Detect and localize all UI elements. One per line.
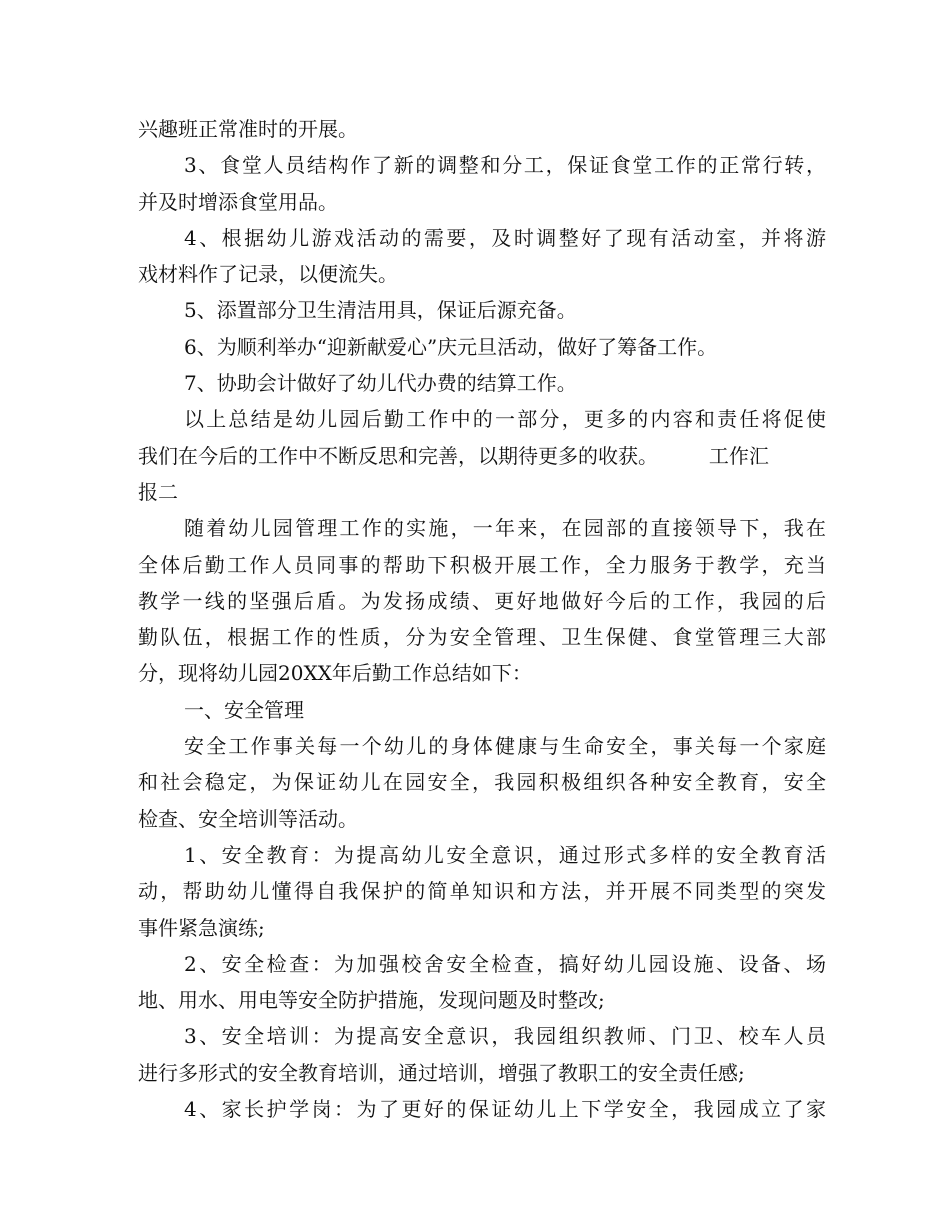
- text-line: 2、安全检查：为加强校舍安全检查，搞好幼儿园设施、设备、场: [184, 951, 826, 976]
- text-line: 7、协助会计做好了幼儿代办费的结算工作。: [184, 371, 577, 396]
- text-line: 分，现将幼儿园20XX年后勤工作总结如下：: [138, 661, 532, 686]
- text-line: 勤队伍，根据工作的性质，分为安全管理、卫生保健、食堂管理三大部: [138, 625, 826, 650]
- text-line: 检查、安全培训等活动。: [138, 806, 358, 831]
- text-line: 4、家长护学岗：为了更好的保证幼儿上下学安全，我园成立了家: [184, 1097, 826, 1122]
- text-line: 随着幼儿园管理工作的实施，一年来，在园部的直接领导下，我在: [184, 516, 826, 541]
- text-line: 地、用水、用电等安全防护措施，发现问题及时整改;: [138, 988, 605, 1013]
- text-line: 5、添置部分卫生清洁用具，保证后源充备。: [184, 298, 577, 323]
- text-line: 1、安全教育：为提高幼儿安全意识，通过形式多样的安全教育活: [184, 842, 826, 867]
- text-line: 戏材料作了记录，以便流失。: [138, 262, 398, 287]
- text-line: 事件紧急演练;: [138, 915, 265, 940]
- text-line: 6、为顺利举办“迎新献爱心”庆元旦活动，做好了筹备工作。: [184, 334, 718, 359]
- text-line: 以上总结是幼儿园后勤工作中的一部分，更多的内容和责任将促使: [184, 407, 826, 432]
- document-page: [138, 111, 826, 1127]
- text-line: 安全工作事关每一个幼儿的身体健康与生命安全，事关每一个家庭: [184, 734, 826, 759]
- text-line: 3、安全培训：为提高安全意识，我园组织教师、门卫、校车人员: [184, 1024, 826, 1049]
- text-line: 4、根据幼儿游戏活动的需要，及时调整好了现有活动室，并将游: [184, 225, 826, 250]
- text-line: 全体后勤工作人员同事的帮助下积极开展工作，全力服务于教学，充当: [138, 552, 826, 577]
- text-line: 并及时增添食堂用品。: [138, 189, 338, 214]
- text-line: 教学一线的坚强后盾。为发扬成绩、更好地做好今后的工作，我园的后: [138, 588, 826, 613]
- text-line: 我们在今后的工作中不断反思和完善，以期待更多的收获。 工作汇: [138, 443, 769, 468]
- section-heading: 一、安全管理: [184, 697, 304, 722]
- text-line: 和社会稳定，为保证幼儿在园安全，我园积极组织各种安全教育，安全: [138, 770, 826, 795]
- text-line: 3、食堂人员结构作了新的调整和分工，保证食堂工作的正常行转，: [184, 153, 826, 178]
- text-line: 兴趣班正常准时的开展。: [138, 117, 358, 141]
- text-line: 动，帮助幼儿懂得自我保护的简单知识和方法，并开展不同类型的突发: [138, 879, 826, 904]
- text-line: 报二: [138, 479, 178, 504]
- text-line: 进行多形式的安全教育培训，通过培训，增强了教职工的安全责任感;: [138, 1060, 745, 1085]
